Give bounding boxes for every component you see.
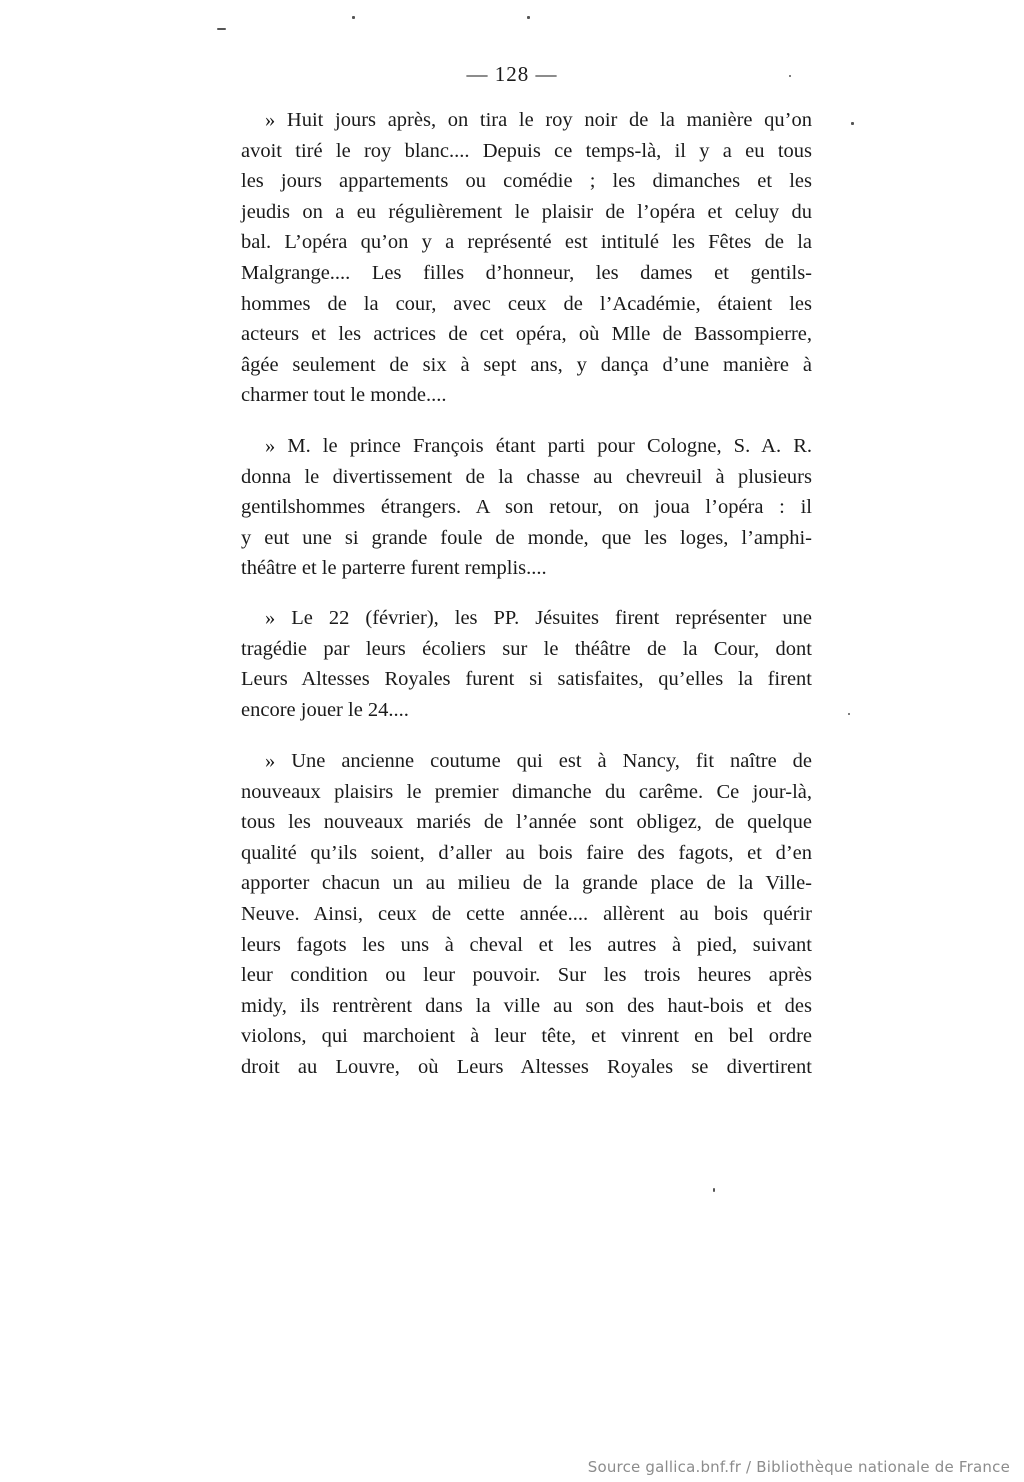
text-line: » Une ancienne coutume qui est à Nancy, fit naître de	[265, 750, 812, 772]
text-line: encore jouer le 24....	[241, 698, 409, 721]
text-line: Neuve. Ainsi, ceux de cette année.... allèrent au bois quérir	[241, 902, 812, 925]
scan-speck	[851, 122, 854, 125]
paragraph	[241, 603, 812, 725]
text-line: donna le divertissement de la chasse au chevreuil à plusieurs	[241, 465, 812, 488]
text-line: droit au Louvre, où Leurs Altesses Royales se divertirent	[241, 1055, 812, 1078]
text-line: Malgrange.... Les filles d’honneur, les dames et gentils-	[241, 261, 812, 284]
scan-speck	[848, 713, 850, 715]
text-line: » M. le prince François étant parti pour Cologne, S. A. R.	[265, 435, 812, 457]
text-line: bal. L’opéra qu’on y a représenté est intitulé les Fêtes de la	[241, 231, 812, 254]
scan-speck	[217, 28, 226, 30]
scan-speck	[352, 16, 355, 19]
text-line: midy, ils rentrèrent dans la ville au son des haut-bois et des	[241, 994, 812, 1017]
text-line: violons, qui marchoient à leur tête, et vinrent en bel ordre	[241, 1025, 812, 1048]
text-line: qualité qu’ils soient, d’aller au bois faire des fagots, et d’en	[241, 841, 812, 864]
text-line: tragédie par leurs écoliers sur le théâtre de la Cour, dont	[241, 637, 812, 660]
paragraph	[241, 105, 812, 411]
text-line: apporter chacun un au milieu de la grande place de la Ville-	[241, 872, 812, 895]
text-line: jeudis on a eu régulièrement le plaisir de l’opéra et celuy du	[241, 200, 812, 223]
text-line: tous les nouveaux mariés de l’année sont obligez, de quelque	[241, 811, 812, 834]
page-number: — 128 —	[466, 62, 558, 86]
scan-speck	[527, 16, 530, 19]
text-line: les jours appartements ou comédie ; les dimanches et les	[241, 170, 812, 193]
text-line: leurs fagots les uns à cheval et les autres à pied, suivant	[241, 933, 812, 956]
text-line: avoit tiré le roy blanc.... Depuis ce temps-là, il y a eu tous	[241, 139, 812, 162]
text-line: âgée seulement de six à sept ans, y dança d’une manière à	[241, 353, 812, 376]
text-line: » Huit jours après, on tira le roy noir de la manière qu’on	[265, 109, 812, 131]
text-line: Leurs Altesses Royales furent si satisfaites, qu’elles la firent	[241, 668, 812, 691]
text-line: gentilshommes étrangers. A son retour, on joua l’opéra : il	[241, 496, 812, 519]
scan-speck	[713, 1188, 715, 1192]
text-line: » Le 22 (février), les PP. Jésuites firent représenter une	[265, 607, 812, 629]
text-line: nouveaux plaisirs le premier dimanche du carême. Ce jour-là,	[241, 780, 812, 803]
text-line: hommes de la cour, avec ceux de l’Académie, étaient les	[241, 292, 812, 315]
source-attribution: Source gallica.bnf.fr / Bibliothèque nationale de France	[587, 1458, 1010, 1476]
text-line: charmer tout le monde....	[241, 384, 447, 407]
text-line: théâtre et le parterre furent remplis....	[241, 557, 547, 580]
text-line: leur condition ou leur pouvoir. Sur les trois heures après	[241, 964, 812, 987]
paragraph	[241, 746, 812, 1083]
text-line: acteurs et les actrices de cet opéra, où Mlle de Bassompierre,	[241, 323, 812, 346]
text-line: y eut une si grande foule de monde, que les loges, l’amphi-	[241, 526, 812, 549]
paragraph	[241, 431, 812, 584]
